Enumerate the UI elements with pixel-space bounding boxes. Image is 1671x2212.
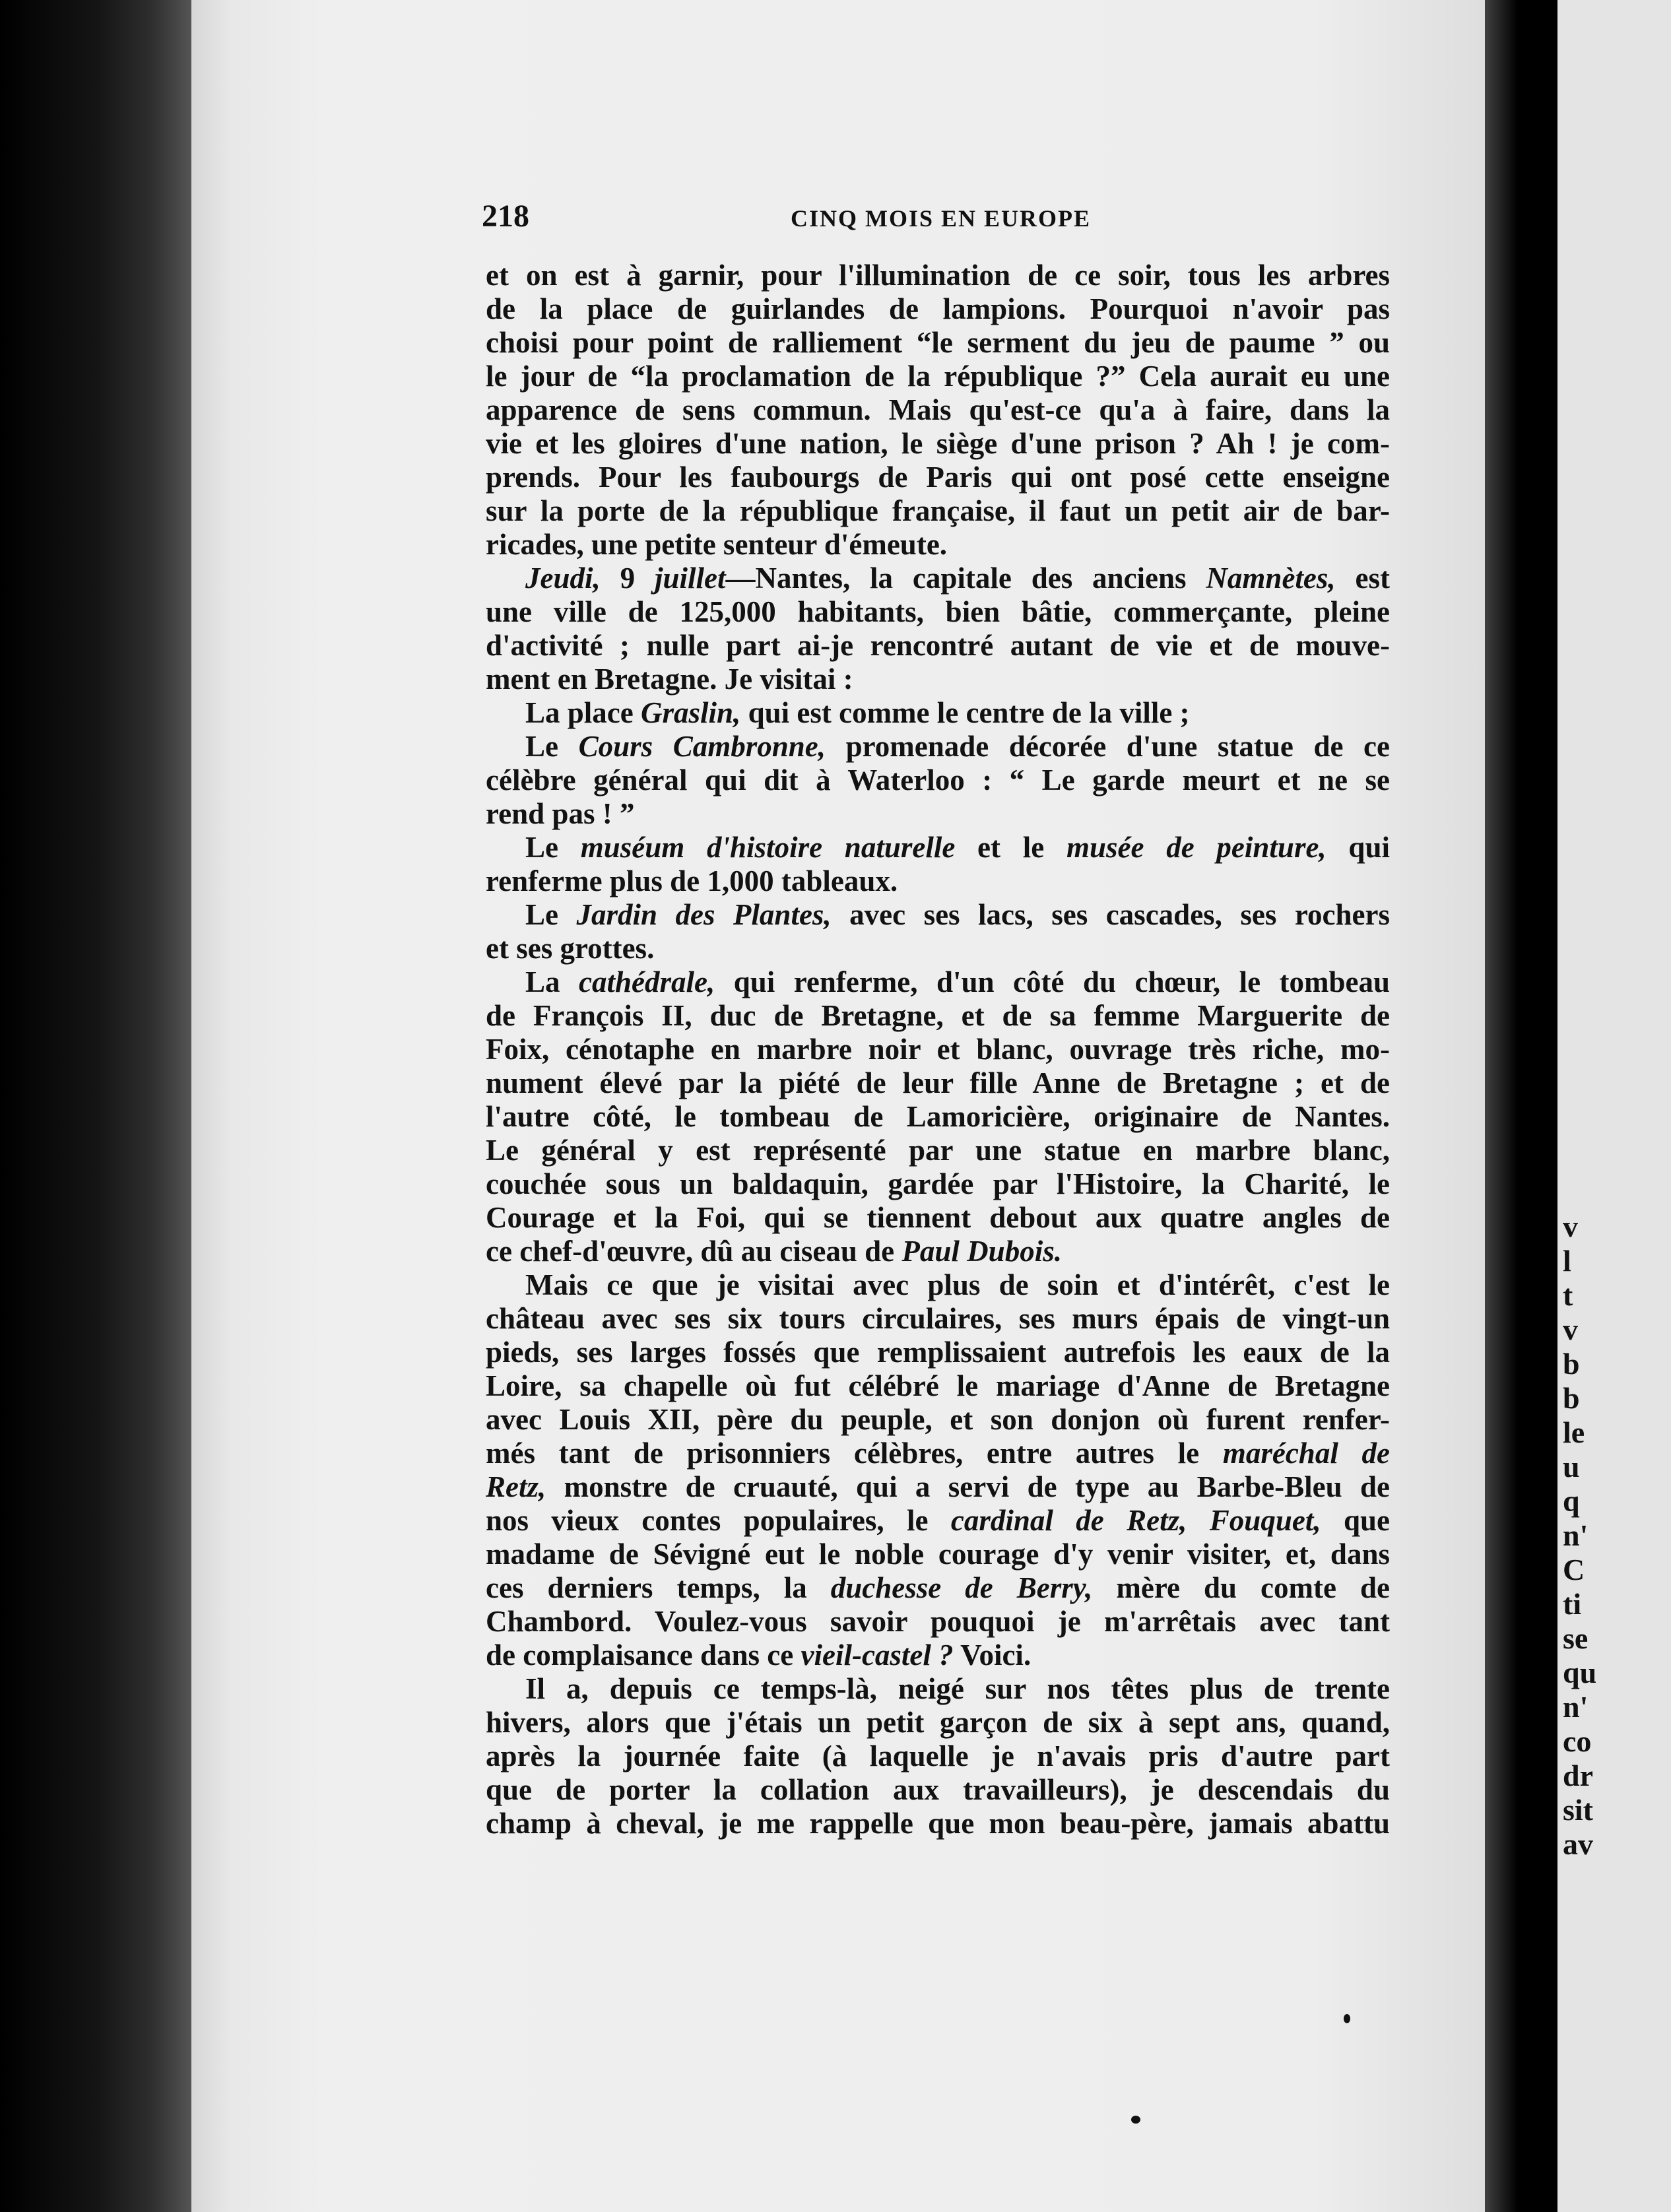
text-line (486, 1639, 1390, 1672)
italic-text: juillet (654, 562, 726, 595)
italic-text: vieil-castel ? (801, 1639, 954, 1672)
text-line (486, 965, 1390, 999)
text-line: vie et les gloires d'une nation, le siège d'une prison ? Ah ! je com- (486, 427, 1390, 460)
text-run: qui est comme le centre de la ville ; (740, 696, 1190, 729)
text-line (486, 730, 1390, 764)
text-line: Le général y est représenté par une statue en marbre blanc, (486, 1134, 1390, 1167)
facing-page-fragment: b (1563, 1347, 1580, 1381)
text-line: avec Louis XII, père du peuple, et son donjon où furent renfer- (486, 1403, 1390, 1436)
facing-page-fragment: l (1563, 1244, 1571, 1278)
italic-text: cathédrale, (579, 965, 715, 998)
text-run: que (1321, 1504, 1391, 1537)
text-line: couchée sous un baldaquin, gardée par l'Histoire, la Charité, le (486, 1167, 1390, 1200)
text-run: —Nantes, la capitale des anciens (725, 562, 1206, 595)
facing-page-fragment: t (1563, 1278, 1573, 1312)
text-line: Loire, sa chapelle où fut célébré le mariage d'Anne de Bretagne (486, 1369, 1390, 1402)
text-run: més tant de prisonniers célèbres, entre autres le (486, 1437, 1223, 1470)
text-line (486, 831, 1390, 864)
text-line: ment en Bretagne. Je visitai : (486, 663, 853, 696)
text-line: et on est à garnir, pour l'illumination de ce soir, tous les arbres (486, 259, 1390, 292)
text-run: avec ses lacs, ses cascades, ses rochers (831, 898, 1390, 931)
text-line: de François II, duc de Bretagne, et de sa femme Marguerite de (486, 999, 1390, 1032)
text-run: qui (1326, 831, 1390, 864)
text-line: renferme plus de 1,000 tableaux. (486, 864, 898, 897)
facing-page-fragment: v (1563, 1313, 1578, 1346)
text-line (486, 1504, 1390, 1538)
facing-page-fragment: sit (1563, 1793, 1593, 1827)
body-text (486, 259, 1390, 1840)
ink-speck (1344, 2014, 1350, 2023)
text-line: l'autre côté, le tombeau de Lamoricière, originaire de Nantes. (486, 1100, 1390, 1133)
text-run: Voici. (953, 1639, 1032, 1672)
text-run: ces derniers temps, la (486, 1571, 831, 1604)
text-line: château avec ses six tours circulaires, ses murs épais de vingt-un (486, 1302, 1390, 1335)
text-run: Le (525, 831, 581, 864)
text-line: une ville de 125,000 habitants, bien bâtie, commerçante, pleine (486, 595, 1390, 628)
text-line (486, 898, 1390, 932)
text-line: rend pas ! ” (486, 797, 635, 830)
facing-page-fragment: co (1563, 1724, 1592, 1758)
text-line: de la place de guirlandes de lampions. Pourquoi n'avoir pas (486, 292, 1390, 325)
scanner-shadow-left (0, 0, 191, 2212)
italic-text: muséum d'histoire naturelle (580, 831, 956, 864)
text-line (486, 696, 1390, 730)
text-line: hivers, alors que j'étais un petit garçon de six à sept ans, quand, (486, 1706, 1390, 1739)
text-line: nument élevé par la piété de leur fille Anne de Bretagne ; et de (486, 1066, 1390, 1099)
facing-page-fragment: se (1563, 1621, 1589, 1655)
text-line: ricades, une petite senteur d'émeute. (486, 528, 948, 561)
text-line: prends. Pour les faubourgs de Paris qui ont posé cette enseigne (486, 461, 1390, 494)
text-line: d'activité ; nulle part ai-je rencontré autant de vie et de mouve- (486, 629, 1390, 662)
text-run: mère du comte de (1092, 1571, 1390, 1604)
italic-text: musée de peinture, (1066, 831, 1327, 864)
italic-text: Cours Cambronne, (578, 730, 826, 763)
facing-page-fragment: C (1563, 1553, 1585, 1586)
facing-page-fragment: dr (1563, 1759, 1593, 1792)
text-line (486, 1470, 1390, 1504)
text-run: monstre de cruauté, qui a servi de type au Barbe-Bleu de (546, 1470, 1390, 1503)
facing-page-fragment: u (1563, 1450, 1580, 1483)
facing-page-fragment: le (1563, 1415, 1585, 1449)
italic-text: Retz, (486, 1470, 546, 1503)
facing-page-fragment: qu (1563, 1656, 1597, 1689)
facing-page-fragment: v (1563, 1210, 1578, 1243)
italic-text: Jeudi, (525, 562, 601, 595)
text-line (486, 1235, 1390, 1268)
italic-text: maréchal de (1222, 1437, 1391, 1470)
text-line: Courage et la Foi, qui se tiennent debout aux quatre angles de (486, 1201, 1390, 1234)
text-line: célèbre général qui dit à Waterloo : “ Le garde meurt et ne se (486, 764, 1390, 797)
italic-text: duchesse de Berry, (830, 1571, 1093, 1604)
text-line: Il a, depuis ce temps-là, neigé sur nos têtes plus de trente (525, 1672, 1390, 1705)
facing-page-fragment: av (1563, 1827, 1593, 1861)
italic-text: Jardin des Plantes, (576, 898, 832, 931)
text-line (486, 1437, 1390, 1470)
text-run: et le (955, 831, 1066, 864)
text-run: est (1335, 562, 1390, 595)
page-number: 218 (482, 199, 529, 234)
italic-text: cardinal de Retz, Fouquet, (950, 1504, 1321, 1537)
facing-page-fragment: b (1563, 1381, 1580, 1415)
facing-page-fragment: q (1563, 1484, 1580, 1518)
book-gutter (1485, 0, 1557, 2212)
text-run: La (525, 965, 579, 998)
text-run: ce chef-d'œuvre, dû au ciseau de (486, 1235, 902, 1268)
text-line: apparence de sens commun. Mais qu'est-ce qu'a à faire, dans la (486, 393, 1390, 426)
text-line: madame de Sévigné eut le noble courage d'y venir visiter, et, dans (486, 1538, 1390, 1571)
text-run: Le (525, 730, 579, 763)
text-line: pieds, ses larges fossés que remplissaient autrefois les eaux de la (486, 1336, 1390, 1369)
text-line: champ à cheval, je me rappelle que mon beau-père, jamais abattu (486, 1807, 1390, 1840)
running-head: CINQ MOIS EN EUROPE (791, 205, 1092, 232)
text-run: La place (525, 696, 641, 729)
text-run: Le (525, 898, 577, 931)
italic-text: Namnètes, (1206, 562, 1336, 595)
facing-page-edge (1557, 0, 1671, 2212)
text-run: qui renferme, d'un côté du chœur, le tombeau (715, 965, 1391, 998)
text-run: promenade décorée d'une statue de ce (826, 730, 1390, 763)
facing-page-fragment: n' (1563, 1690, 1589, 1724)
text-run: 9 (600, 562, 655, 595)
text-line: Chambord. Voulez-vous savoir pouquoi je m'arrêtais avec tant (486, 1605, 1390, 1638)
facing-page-fragment: ti (1563, 1587, 1582, 1621)
italic-text: Graslin, (641, 696, 741, 729)
facing-page-fragment: n' (1563, 1518, 1589, 1552)
text-line: sur la porte de la république française, il faut un petit air de bar- (486, 494, 1390, 527)
text-line: choisi pour point de ralliement “le serment du jeu de paume ” ou (486, 326, 1390, 359)
text-line: que de porter la collation aux travailleurs), je descendais du (486, 1773, 1390, 1806)
text-line: et ses grottes. (486, 932, 655, 965)
text-line: Mais ce que je visitai avec plus de soin et d'intérêt, c'est le (525, 1268, 1390, 1301)
text-line: Foix, cénotaphe en marbre noir et blanc, ouvrage très riche, mo- (486, 1033, 1390, 1066)
text-line: après la journée faite (à laquelle je n'avais pris d'autre part (486, 1740, 1390, 1773)
text-line (486, 1571, 1390, 1605)
text-run: nos vieux contes populaires, le (486, 1504, 951, 1537)
text-line: le jour de “la proclamation de la république ?” Cela aurait eu une (486, 360, 1390, 393)
text-line (486, 562, 1390, 595)
ink-speck (1131, 2116, 1140, 2124)
text-run: de complaisance dans ce (486, 1639, 801, 1672)
italic-text: Paul Dubois. (901, 1235, 1062, 1268)
